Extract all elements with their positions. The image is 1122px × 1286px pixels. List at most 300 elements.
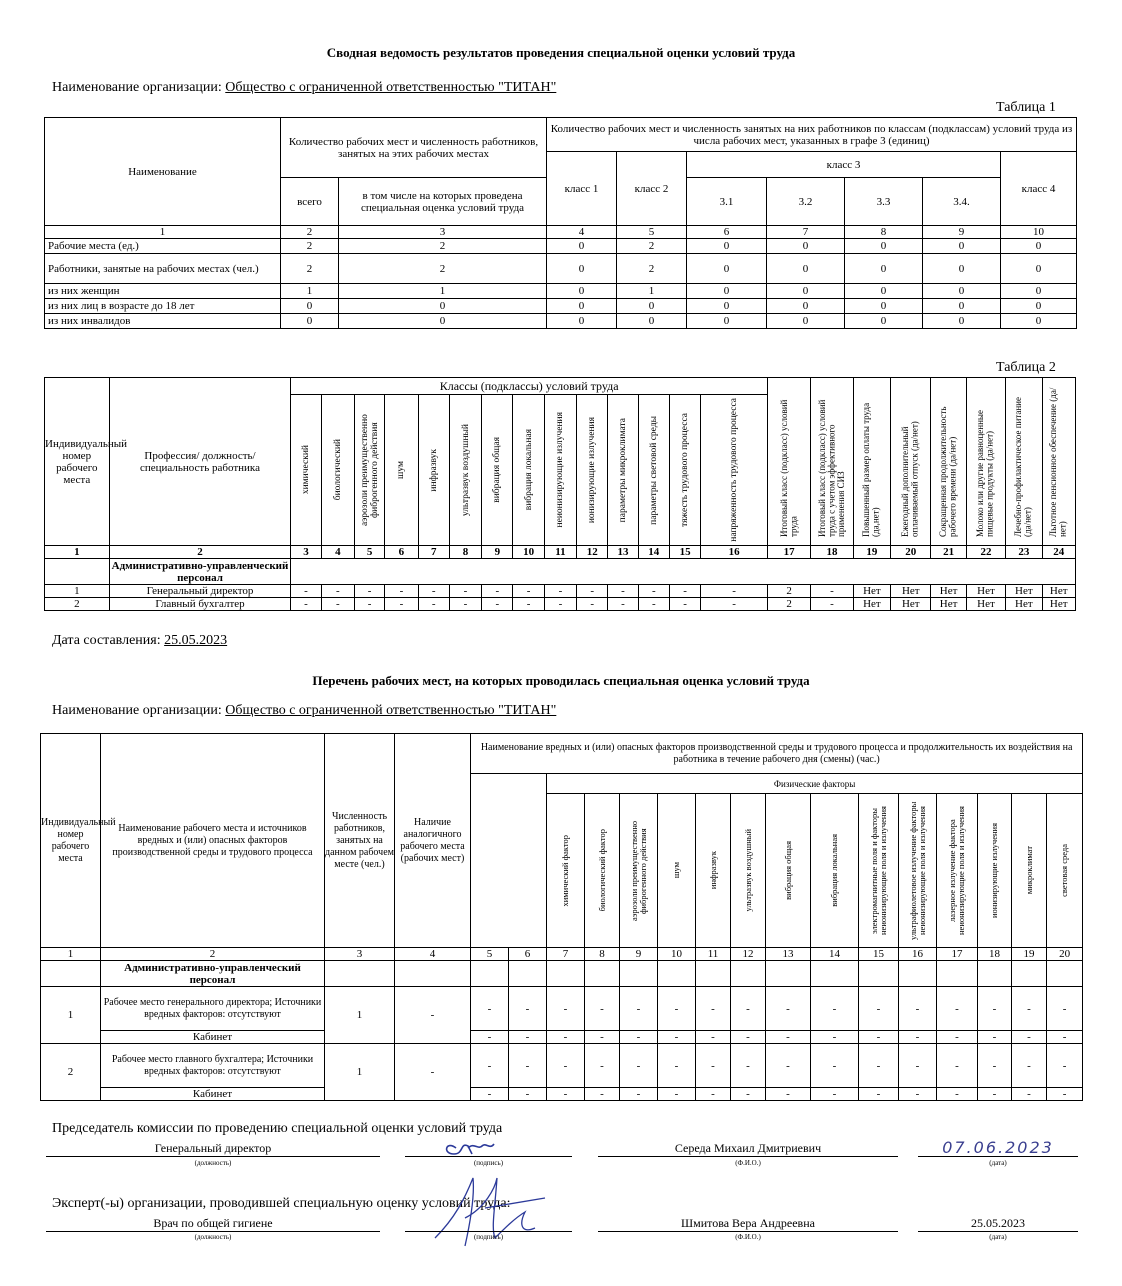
org-line-2	[52, 703, 556, 719]
t2-factor-header	[482, 395, 513, 546]
t3-cell: -	[811, 1031, 859, 1044]
t2-cell: -	[669, 585, 700, 598]
t3-cell: -	[509, 1044, 547, 1088]
t3-cell: -	[766, 1044, 811, 1088]
t3-factor-label: микроклимат	[1023, 846, 1034, 895]
table2-label: Таблица 2	[996, 360, 1056, 375]
t3-row-count: 1	[325, 1044, 395, 1101]
t3-cell: -	[471, 1044, 509, 1088]
t2-row-name: Генеральный директор	[109, 585, 291, 598]
expert-name: Шмитова Вера Андреевна	[681, 1216, 815, 1230]
t2-factor-header	[291, 395, 321, 546]
t2-cell: 2	[767, 585, 810, 598]
t3-cell: -	[547, 1031, 585, 1044]
t1-num-row	[45, 226, 1077, 239]
t1-cell: 0	[1001, 254, 1077, 284]
t2-num: 17	[767, 546, 810, 559]
t3-cell: -	[1047, 987, 1083, 1031]
t2-cell: Нет	[853, 585, 890, 598]
t2-cell: -	[701, 598, 768, 611]
t3-cell: -	[937, 1031, 978, 1044]
t2-cell: -	[811, 585, 853, 598]
t2-factor-header	[577, 395, 608, 546]
t2-header-extra	[1042, 378, 1076, 546]
t3-cell: -	[509, 987, 547, 1031]
t2-num: 22	[966, 546, 1005, 559]
t3-cell: -	[658, 1044, 696, 1088]
t3-num: 6	[509, 948, 547, 961]
t3-factor-header	[978, 794, 1012, 948]
t3-factor-label: электромагнитные поля и факторы неионизирующие поля и излучения	[868, 806, 888, 935]
t3-cell: -	[696, 1031, 731, 1044]
t3-num: 1	[41, 948, 101, 961]
t3-header-name: Наименование рабочего места и источников вредных и (или) опасных факторов производственной среды и трудового процесса	[101, 734, 325, 948]
t3-cell: -	[811, 1044, 859, 1088]
t3-cell: -	[766, 1031, 811, 1044]
t1-header-qty: Количество рабочих мест и численность работников, занятых на этих рабочих местах	[281, 118, 547, 178]
t2-num: 3	[291, 546, 321, 559]
t2-header-extra	[811, 378, 853, 546]
t3-row-count: 1	[325, 987, 395, 1044]
t3-factor-header	[547, 794, 585, 948]
t3-row	[41, 987, 1083, 1031]
date-line	[52, 633, 227, 649]
t1-cell: 0	[339, 299, 547, 314]
t1-header-3-1: 3.1	[687, 178, 767, 226]
t2-extra-label: Повышенный размер оплаты труда (да,нет)	[861, 402, 881, 537]
t2-factor-header	[608, 395, 638, 546]
t3-factor-label: инфразвук	[707, 851, 718, 890]
t1-cell: 0	[1001, 299, 1077, 314]
t3-empty	[471, 961, 509, 987]
t3-header-num: Индивидуальный номер рабочего места	[41, 734, 101, 948]
t3-empty	[325, 961, 395, 987]
t3-cell: -	[509, 1031, 547, 1044]
t2-num: 6	[385, 546, 418, 559]
t2-num: 23	[1006, 546, 1042, 559]
date-label: Дата составления:	[52, 633, 161, 648]
t2-cell: -	[513, 585, 544, 598]
t2-factor-label: биологический	[332, 439, 343, 501]
t3-subrow	[41, 1031, 1083, 1044]
t1-cell: 0	[923, 314, 1001, 329]
t2-cell: Нет	[1006, 598, 1042, 611]
expert-position: Врач по общей гигиене	[153, 1216, 273, 1230]
org-label-2: Наименование организации:	[52, 703, 222, 718]
t1-cell: 2	[339, 239, 547, 254]
t3-cell: -	[585, 1044, 620, 1088]
t2-cell: -	[385, 598, 418, 611]
t3-header-factors: Наименование вредных и (или) опасных факторов производственной среды и трудового процесса и продолжительность их воздействия на работника в течение рабочего дня (смены) (час.)	[471, 734, 1083, 774]
t3-cell: -	[731, 1088, 766, 1101]
t3-factor-header	[811, 794, 859, 948]
t2-factor-header	[418, 395, 449, 546]
t1-cell: 1	[617, 284, 687, 299]
cap-fio: (Ф.И.О.)	[735, 1159, 761, 1167]
t1-cell: 0	[845, 239, 923, 254]
t3-factor-header	[658, 794, 696, 948]
t1-cell: 0	[687, 299, 767, 314]
t1-num: 10	[1001, 226, 1077, 239]
t1-cell: 0	[845, 284, 923, 299]
t3-num: 16	[899, 948, 937, 961]
t2-num: 20	[891, 546, 931, 559]
t3-row-sub: Кабинет	[101, 1031, 325, 1044]
t3-factor-header	[937, 794, 978, 948]
t1-row	[45, 254, 1077, 284]
t3-cell: -	[978, 1088, 1012, 1101]
t3-empty	[620, 961, 658, 987]
t1-num: 9	[923, 226, 1001, 239]
chair-date: 07.06.2023	[942, 1138, 1054, 1157]
t3-cell: -	[859, 1031, 899, 1044]
t3-num: 10	[658, 948, 696, 961]
t2-cell: Нет	[891, 598, 931, 611]
t2-factor-label: аэрозоли преимущественно фиброгенного действия	[359, 414, 380, 526]
t1-cell: 0	[767, 299, 845, 314]
t2-factor-label: ионизирующие излучения	[587, 416, 598, 524]
t3-cell: -	[899, 1088, 937, 1101]
t1-cell: 0	[281, 299, 339, 314]
t3-num: 18	[978, 948, 1012, 961]
t3-num: 12	[731, 948, 766, 961]
expert-date: 25.05.2023	[971, 1216, 1025, 1230]
t2-cell: -	[321, 598, 354, 611]
t1-header-total: всего	[281, 178, 339, 226]
t3-row-analog: -	[395, 987, 471, 1044]
t1-cell: 2	[617, 254, 687, 284]
t3-cell: -	[899, 1044, 937, 1088]
t2-cell: -	[449, 585, 481, 598]
t2-extra-label: Ежегодный дополнительный оплачиваемый отпуск (да/нет)	[900, 420, 920, 537]
t2-header-extra	[853, 378, 890, 546]
t3-empty	[658, 961, 696, 987]
t1-header-name: Наименование	[45, 118, 281, 226]
t1-cell: 0	[845, 314, 923, 329]
t2-num: 15	[669, 546, 700, 559]
t3-cell: -	[1012, 1088, 1047, 1101]
t1-num: 3	[339, 226, 547, 239]
t2-factor-header	[385, 395, 418, 546]
t2-num: 24	[1042, 546, 1076, 559]
t3-num: 17	[937, 948, 978, 961]
t2-cell: -	[291, 585, 321, 598]
t1-cell: 0	[547, 299, 617, 314]
t2-cell: Нет	[1006, 585, 1042, 598]
t1-num: 2	[281, 226, 339, 239]
t3-cell: -	[766, 1088, 811, 1101]
t3-factor-label: ионизирующие излучения	[989, 823, 999, 918]
t2-cell: -	[811, 598, 853, 611]
t3-cell: -	[585, 1031, 620, 1044]
doc-title-2: Перечень рабочих мест, на которых проводилась специальная оценка условий труда	[312, 673, 810, 688]
t3-cell: -	[547, 1088, 585, 1101]
chair-signature	[438, 1132, 498, 1162]
t3-empty	[1047, 961, 1083, 987]
t2-header-extra	[891, 378, 931, 546]
t1-cell: 0	[767, 284, 845, 299]
t3-factor-label: аэрозоли преимущественно фиброгенного действия	[628, 820, 648, 921]
classes-table	[44, 377, 1076, 611]
t3-num: 4	[395, 948, 471, 961]
t1-row-name: из них женщин	[45, 284, 281, 299]
t1-cell: 0	[617, 314, 687, 329]
t2-factor-label: неионизирующие излучения	[555, 412, 566, 528]
t2-num: 21	[931, 546, 966, 559]
t3-row-num: 2	[41, 1044, 101, 1101]
t1-cell: 1	[339, 284, 547, 299]
t2-num: 11	[544, 546, 576, 559]
t3-factor-label: ультразвук воздушный	[742, 829, 753, 912]
t2-cell: -	[385, 585, 418, 598]
t3-cell: -	[509, 1088, 547, 1101]
t3-cell: -	[620, 987, 658, 1031]
t3-cell: -	[658, 987, 696, 1031]
t3-empty	[1012, 961, 1047, 987]
t1-cell: 2	[281, 254, 339, 284]
t1-cell: 0	[547, 239, 617, 254]
t2-cell: -	[354, 585, 384, 598]
t1-num: 7	[767, 226, 845, 239]
t3-factor-header	[1012, 794, 1047, 948]
t3-cell: -	[620, 1031, 658, 1044]
t2-header-extra	[767, 378, 810, 546]
t2-row	[45, 598, 1076, 611]
t3-header-phys: Физические факторы	[547, 774, 1083, 794]
t2-num: 7	[418, 546, 449, 559]
t2-factor-label: вибрация общая	[492, 437, 503, 503]
t1-cell: 0	[547, 254, 617, 284]
org-name: Общество с ограниченной ответственностью "ТИТАН"	[225, 80, 557, 95]
t1-cell: 0	[1001, 314, 1077, 329]
t3-group: Административно-управленческий персонал	[101, 961, 325, 987]
t3-num: 8	[585, 948, 620, 961]
t3-cell: -	[937, 1088, 978, 1101]
t3-cell: -	[585, 987, 620, 1031]
t2-factor-label: параметры световой среды	[648, 415, 659, 525]
t2-factor-header	[449, 395, 481, 546]
t1-row-name: из них инвалидов	[45, 314, 281, 329]
t1-cell: 0	[281, 314, 339, 329]
t3-header-analog: Наличие аналогичного рабочего места (рабочих мест)	[395, 734, 471, 948]
t3-header-count: Численность работников, занятых на данном рабочем месте (чел.)	[325, 734, 395, 948]
t2-row-num: 2	[45, 598, 110, 611]
cap-date-2: (дата)	[989, 1233, 1007, 1241]
t3-empty	[978, 961, 1012, 987]
t2-num: 19	[853, 546, 890, 559]
t3-cell: -	[937, 987, 978, 1031]
t2-num: 12	[577, 546, 608, 559]
t1-cell: 0	[687, 314, 767, 329]
date-value: 25.05.2023	[164, 633, 228, 648]
t2-cell: -	[418, 598, 449, 611]
t2-factor-label: тяжесть трудового процесса	[680, 413, 691, 527]
t1-cell: 0	[547, 284, 617, 299]
t2-cell: -	[608, 598, 638, 611]
t1-row-name: Рабочие места (ед.)	[45, 239, 281, 254]
t1-cell: 0	[767, 314, 845, 329]
t3-cell: -	[978, 1044, 1012, 1088]
t2-num: 4	[321, 546, 354, 559]
t1-row-name: Работники, занятые на рабочих местах (чел.)	[45, 254, 281, 284]
t1-cell: 0	[687, 284, 767, 299]
t3-row	[41, 1044, 1083, 1088]
t3-factor-header	[620, 794, 658, 948]
t2-cell: Нет	[966, 598, 1005, 611]
t2-header-num: Индивидуальный номер рабочего места	[45, 378, 110, 546]
t2-extra-label: Итоговый класс (подкласс) условий труда с учетом эффективного применения СИЗ	[816, 399, 846, 537]
t2-row-name: Главный бухгалтер	[109, 598, 291, 611]
t1-cell: 0	[339, 314, 547, 329]
chair-name: Середа Михаил Дмитриевич	[674, 1141, 822, 1155]
t2-num: 13	[608, 546, 638, 559]
t3-factor-header	[1047, 794, 1083, 948]
t2-factor-label: напряженность трудового процесса	[729, 398, 740, 542]
t2-row-num: 1	[45, 585, 110, 598]
cap-signature: (подпись)	[473, 1159, 504, 1167]
t3-num: 9	[620, 948, 658, 961]
t3-num: 11	[696, 948, 731, 961]
t2-header-classes: Классы (подклассы) условий труда	[291, 378, 768, 395]
t2-cell: -	[638, 585, 669, 598]
t1-num: 1	[45, 226, 281, 239]
t3-factor-label: вибрация локальная	[829, 834, 839, 907]
t3-cell: -	[811, 1088, 859, 1101]
t3-cell: -	[811, 987, 859, 1031]
t2-factor-header	[669, 395, 700, 546]
t3-cell: -	[978, 987, 1012, 1031]
t1-cell: 0	[687, 254, 767, 284]
cap-date: (дата)	[989, 1159, 1007, 1167]
t2-cell: Нет	[931, 585, 966, 598]
org-name-2: Общество с ограниченной ответственностью "ТИТАН"	[225, 703, 557, 718]
t3-factor-label: вибрация общая	[782, 841, 793, 900]
t2-extra-label: Молоко или другие равноценные пищевые продукты (да/нет)	[975, 409, 995, 537]
t2-header-extra	[966, 378, 1005, 546]
t1-header-3-2: 3.2	[767, 178, 845, 226]
t3-cell: -	[547, 987, 585, 1031]
t2-cell: -	[354, 598, 384, 611]
t3-cell: -	[620, 1044, 658, 1088]
t2-cell: -	[418, 585, 449, 598]
t2-factor-label: шум	[396, 461, 407, 479]
t2-cell: -	[544, 598, 576, 611]
t3-factor-header	[731, 794, 766, 948]
t3-row-name: Рабочее место главного бухгалтера; Источники вредных факторов: отсутствуют	[101, 1044, 325, 1088]
t2-header-extra	[931, 378, 966, 546]
t2-cell: Нет	[853, 598, 890, 611]
t2-cell: -	[513, 598, 544, 611]
t1-num: 8	[845, 226, 923, 239]
t3-cell: -	[731, 1044, 766, 1088]
t2-header-prof: Профессия/ должность/ специальность работника	[109, 378, 291, 546]
t1-cell: 0	[923, 299, 1001, 314]
t2-group: Административно-управленческий персонал	[109, 559, 291, 585]
t2-cell: -	[449, 598, 481, 611]
t3-factor-header	[899, 794, 937, 948]
t3-num: 3	[325, 948, 395, 961]
t3-factor-label: лазерное излучение фактора неионизирующие поля и излучения	[947, 806, 966, 935]
t2-cell: Нет	[966, 585, 1005, 598]
t3-cell: -	[1012, 1031, 1047, 1044]
t3-cell: -	[696, 1044, 731, 1088]
org-line	[52, 80, 556, 96]
t2-factor-label: ультразвук воздушный	[460, 423, 471, 517]
table1-label: Таблица 1	[996, 100, 1056, 115]
t1-cell: 0	[923, 239, 1001, 254]
t2-factor-label: инфразвук	[428, 448, 439, 492]
t3-group-row	[41, 961, 1083, 987]
t2-cell: -	[669, 598, 700, 611]
t2-num: 2	[109, 546, 291, 559]
t2-extra-label: Сокращенная продолжительность рабочего времени (да/нет)	[938, 406, 958, 537]
t3-factor-header	[696, 794, 731, 948]
t3-num: 2	[101, 948, 325, 961]
t2-cell: Нет	[1042, 598, 1076, 611]
t3-num: 13	[766, 948, 811, 961]
t2-cell: -	[701, 585, 768, 598]
t3-cell: -	[658, 1088, 696, 1101]
t3-cell: -	[585, 1088, 620, 1101]
t1-cell: 0	[687, 239, 767, 254]
t2-cell: Нет	[891, 585, 931, 598]
t2-factor-label: химический	[301, 445, 312, 495]
t3-subrow	[41, 1088, 1083, 1101]
t1-header-class2: класс 2	[617, 152, 687, 226]
t2-num: 9	[482, 546, 513, 559]
t2-cell: -	[482, 598, 513, 611]
t1-cell: 0	[767, 239, 845, 254]
t3-cell: -	[1047, 1031, 1083, 1044]
t3-row-analog: -	[395, 1044, 471, 1101]
t2-num: 5	[354, 546, 384, 559]
cap-signature-2: (подпись)	[473, 1233, 504, 1241]
t3-empty	[811, 961, 859, 987]
t3-num: 20	[1047, 948, 1083, 961]
t1-cell: 0	[845, 299, 923, 314]
t3-cell: -	[766, 987, 811, 1031]
t2-num: 14	[638, 546, 669, 559]
t3-cell: -	[859, 987, 899, 1031]
t3-empty	[899, 961, 937, 987]
t2-num: 16	[701, 546, 768, 559]
t3-num: 15	[859, 948, 899, 961]
t1-cell: 2	[339, 254, 547, 284]
t3-row-name: Рабочее место генерального директора; Источники вредных факторов: отсутствуют	[101, 987, 325, 1031]
t1-cell: 0	[767, 254, 845, 284]
expert-label: Эксперт(-ы) организации, проводившей специальную оценку условий труда:	[52, 1196, 511, 1211]
t2-row	[45, 585, 1076, 598]
t3-cell: -	[731, 1031, 766, 1044]
t3-empty	[547, 961, 585, 987]
t3-cell: -	[899, 1031, 937, 1044]
t3-empty	[937, 961, 978, 987]
t1-cell: 2	[617, 239, 687, 254]
t3-cell: -	[937, 1044, 978, 1088]
t1-cell: 0	[617, 299, 687, 314]
t3-num: 19	[1012, 948, 1047, 961]
t3-factor-header	[766, 794, 811, 948]
t3-row-num: 1	[41, 987, 101, 1044]
t3-factor-label: световая среда	[1059, 844, 1070, 897]
t1-cell: 0	[923, 254, 1001, 284]
t3-empty	[766, 961, 811, 987]
t3-factor-header	[859, 794, 899, 948]
t2-factor-header	[701, 395, 768, 546]
cap-position-2: (должность)	[194, 1233, 232, 1241]
t2-num: 8	[449, 546, 481, 559]
t3-cell: -	[978, 1031, 1012, 1044]
